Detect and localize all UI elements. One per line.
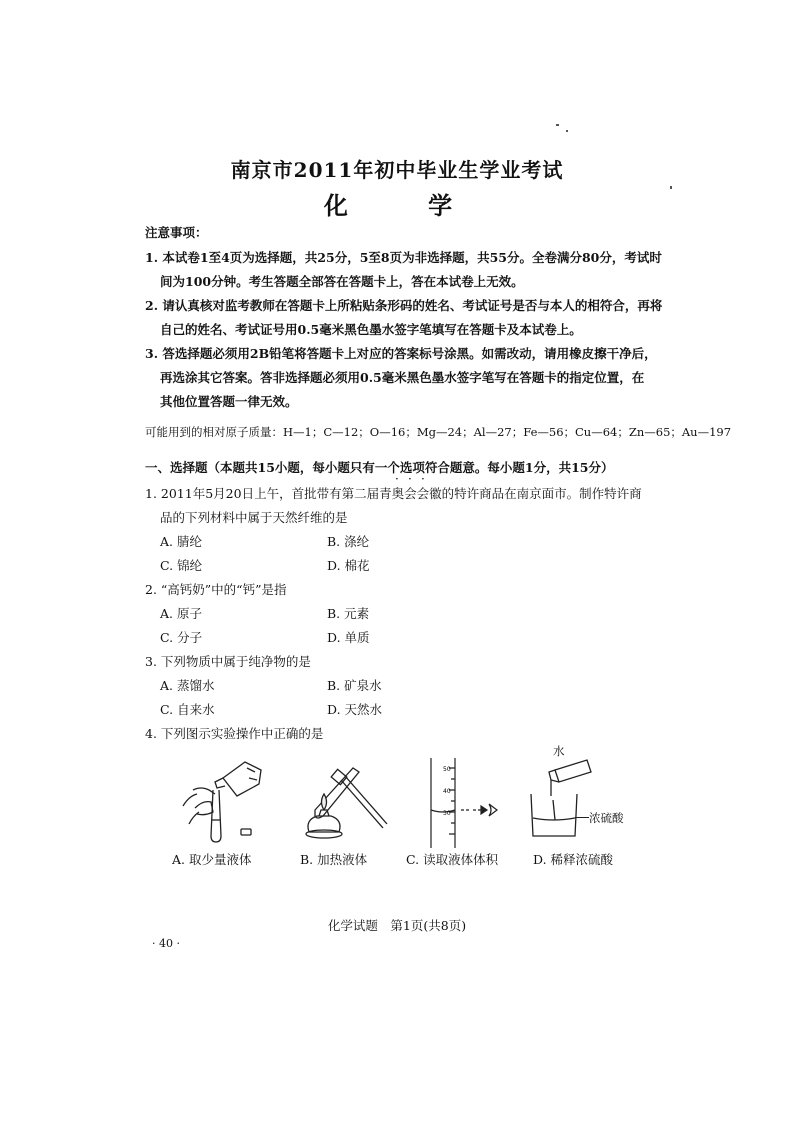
question-stem: 4. 下列图示实验操作中正确的是 [145, 726, 324, 741]
note-line: 1. 本试卷1至4页为选择题，共25分，5至8页为非选择题，共55分。全卷满分80分，考试时 [145, 250, 662, 265]
option-d: D. 单质 [327, 630, 370, 645]
figure-caption: A. 取少量液体 [172, 852, 252, 867]
scale-label: 40 [443, 788, 451, 795]
exam-subject: 化 学 [323, 191, 489, 220]
scan-speck [566, 130, 568, 132]
option-b: B. 矿泉水 [327, 678, 382, 693]
page-number: · 40 · [152, 937, 180, 950]
note-line: 自己的姓名、考试证号用0.5毫米黑色墨水签字笔填写在答题卡及本试卷上。 [160, 322, 582, 337]
note-line: 再选涂其它答案。答非选择题必须用0.5毫米黑色墨水签字笔写在答题卡的指定位置，在 [160, 370, 645, 385]
option-b: B. 涤纶 [327, 534, 370, 549]
scale-label: 50 [443, 766, 451, 773]
notes-heading: 注意事项： [145, 225, 208, 240]
option-a: A. 原子 [160, 606, 202, 621]
label-leader-line [575, 817, 589, 818]
option-a: A. 腈纶 [160, 534, 202, 549]
option-d: D. 天然水 [327, 702, 383, 717]
note-line: 其他位置答题一律无效。 [160, 394, 298, 409]
atomic-masses: 可能用到的相对原子质量：H—1；C—12；O—16；Mg—24；Al—27；Fe—56；Cu—64；Zn—65；Au—197 [145, 425, 732, 439]
emphasis-dot: · [421, 472, 425, 486]
page-footer: 化学试题 第1页(共8页) [327, 918, 467, 933]
label-acid: 浓硫酸 [589, 811, 624, 825]
figure-pouring-liquid [175, 750, 280, 845]
exam-title: 南京市2011年初中毕业生学业考试 [230, 158, 564, 182]
note-line: 3. 答选择题必须用2B铅笔将答题卡上对应的答案标号涂黑。如需改动，请用橡皮擦干净后， [145, 346, 657, 361]
option-a: A. 蒸馏水 [160, 678, 215, 693]
figure-caption: C. 读取液体体积 [406, 852, 499, 867]
figure-read-volume [425, 758, 505, 848]
option-d: D. 棉花 [327, 558, 370, 573]
question-stem: 1. 2011年5月20日上午，首批带有第二届青奥会会徽的特许商品在南京面市。制作特许商 [145, 486, 642, 501]
option-c: C. 分子 [160, 630, 203, 645]
option-c: C. 自来水 [160, 702, 215, 717]
figure-dilute-acid [525, 756, 595, 840]
note-line: 2. 请认真核对监考教师在答题卡上所粘贴条形码的姓名、考试证号是否与本人的相符合，再将 [145, 298, 663, 313]
emphasis-dot: · [395, 472, 399, 486]
question-stem: 3. 下列物质中属于纯净物的是 [145, 654, 311, 669]
question-stem: 2. “高钙奶”中的“钙”是指 [145, 582, 287, 597]
option-c: C. 锦纶 [160, 558, 203, 573]
emphasis-dot: · [408, 472, 412, 486]
figure-caption: D. 稀释浓硫酸 [533, 852, 614, 867]
option-b: B. 元素 [327, 606, 370, 621]
figure-heating-liquid [295, 750, 405, 845]
question-stem: 品的下列材料中属于天然纤维的是 [160, 510, 348, 525]
section-heading: 一、选择题（本题共15小题，每小题只有一个选项符合题意。每小题1分，共15分） [145, 460, 614, 475]
scan-speck [556, 124, 559, 126]
note-line: 间为100分钟。考生答题全部答在答题卡上，答在本试卷上无效。 [160, 274, 524, 289]
label-water: 水 [553, 744, 565, 758]
figure-caption: B. 加热液体 [300, 852, 368, 867]
scale-label: 30 [443, 810, 451, 817]
